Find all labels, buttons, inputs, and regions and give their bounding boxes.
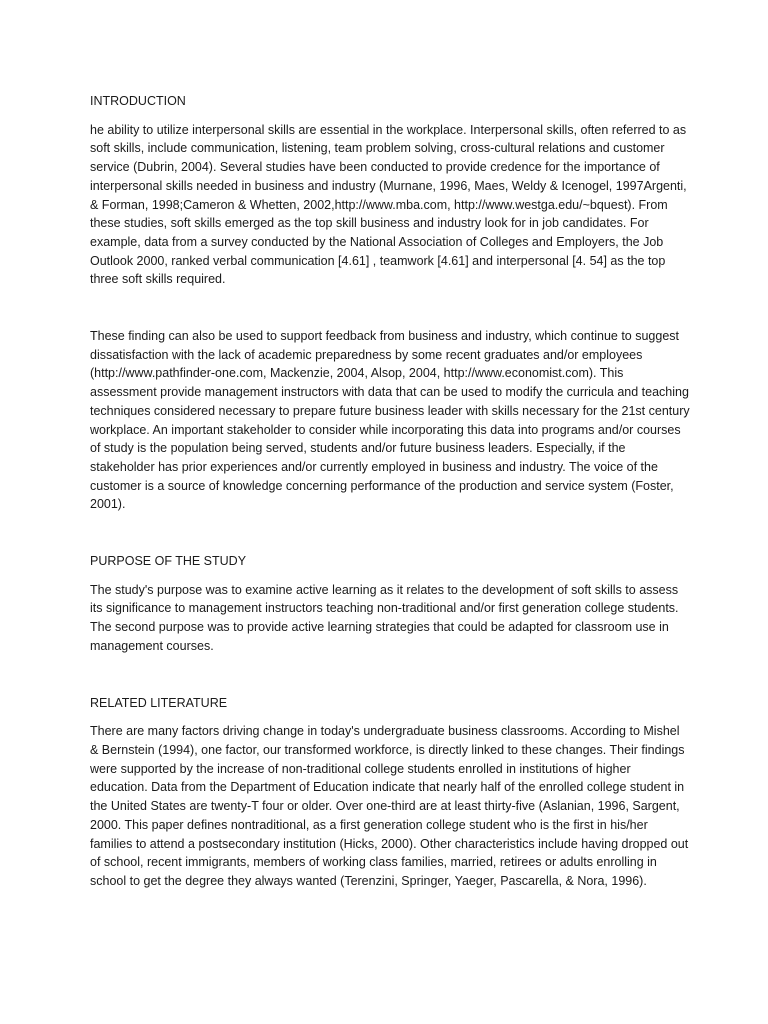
paragraph: There are many factors driving change in today's undergraduate business classrooms. According to Mishel & Bernstein (1994), one factor, our transformed workforce, is directly linked to these changes. Their findings were supported by the increase of non-traditional college students enrolled in institutions of higher education. Data from the Department of Education indicate that nearly half of the enrolled college student in the United States are twenty-T four or older. Over one-third are at least thirty-five (Aslanian, 1996, Sargent, 2000. This paper defines nontraditional, as a first generation college student who is the first in his/her families to attend a postsecondary institution (Hicks, 2000). Other characteristics include having dropped out of school, recent immigrants, members of working class families, married, retirees or adults enrolling in school to get the degree they always wanted (Terenzini, Springer, Yaeger, Pascarella, & Nora, 1996).	[90, 724, 689, 888]
section-heading: RELATED LITERATURE	[90, 695, 228, 710]
section-purpose-of-the-study	[90, 552, 690, 656]
paragraph: The study's purpose was to examine active learning as it relates to the development of soft skills to assess its significance to management instructors teaching non-traditional and/or first generation college students. The second purpose was to provide active learning strategies that could be adapted for classroom use in management courses.	[90, 582, 679, 653]
section-introduction	[90, 92, 690, 514]
document-page	[90, 92, 690, 891]
section-related-literature	[90, 694, 690, 891]
paragraph: These finding can also be used to support feedback from business and industry, which continue to suggest dissatisfaction with the lack of academic preparedness by some recent graduates and/or employees (http://www.pathfinder-one.com, Mackenzie, 2004, Alsop, 2004, http://www.economist.com). This assessment provide management instructors with data that can be used to modify the curricula and teaching techniques considered necessary to prepare future business leader with skills necessary for the 21st century workplace. An important stakeholder to consider while incorporating this data into programs and/or courses of study is the population being served, students and/or future business leaders. Especially, if the stakeholder has prior experiences and/or currently employed in business and industry. The voice of the customer is a source of knowledge concerning performance of the production and service system (Foster, 2001).	[90, 329, 690, 512]
section-heading: PURPOSE OF THE STUDY	[90, 554, 247, 569]
paragraph: he ability to utilize interpersonal skills are essential in the workplace. Interpersonal skills, often referred to as soft skills, include communication, listening, team problem solving, cross-cultural relations and customer service (Dubrin, 2004). Several studies have been conducted to provide credence for the importance of interpersonal skills needed in business and industry (Murnane, 1996, Maes, Weldy & Icenogel, 1997Argenti, & Forman, 1998;Cameron & Whetten, 2002,http://www.mba.com, http://www.westga.edu/~bquest). From these studies, soft skills emerged as the top skill business and industry look for in job candidates. For example, data from a survey conducted by the National Association of Colleges and Employers, the Job Outlook 2000, ranked verbal communication [4.61] , teamwork [4.61] and interpersonal [4. 54] as the top three soft skills required.	[90, 122, 687, 287]
section-heading: INTRODUCTION	[90, 94, 186, 108]
